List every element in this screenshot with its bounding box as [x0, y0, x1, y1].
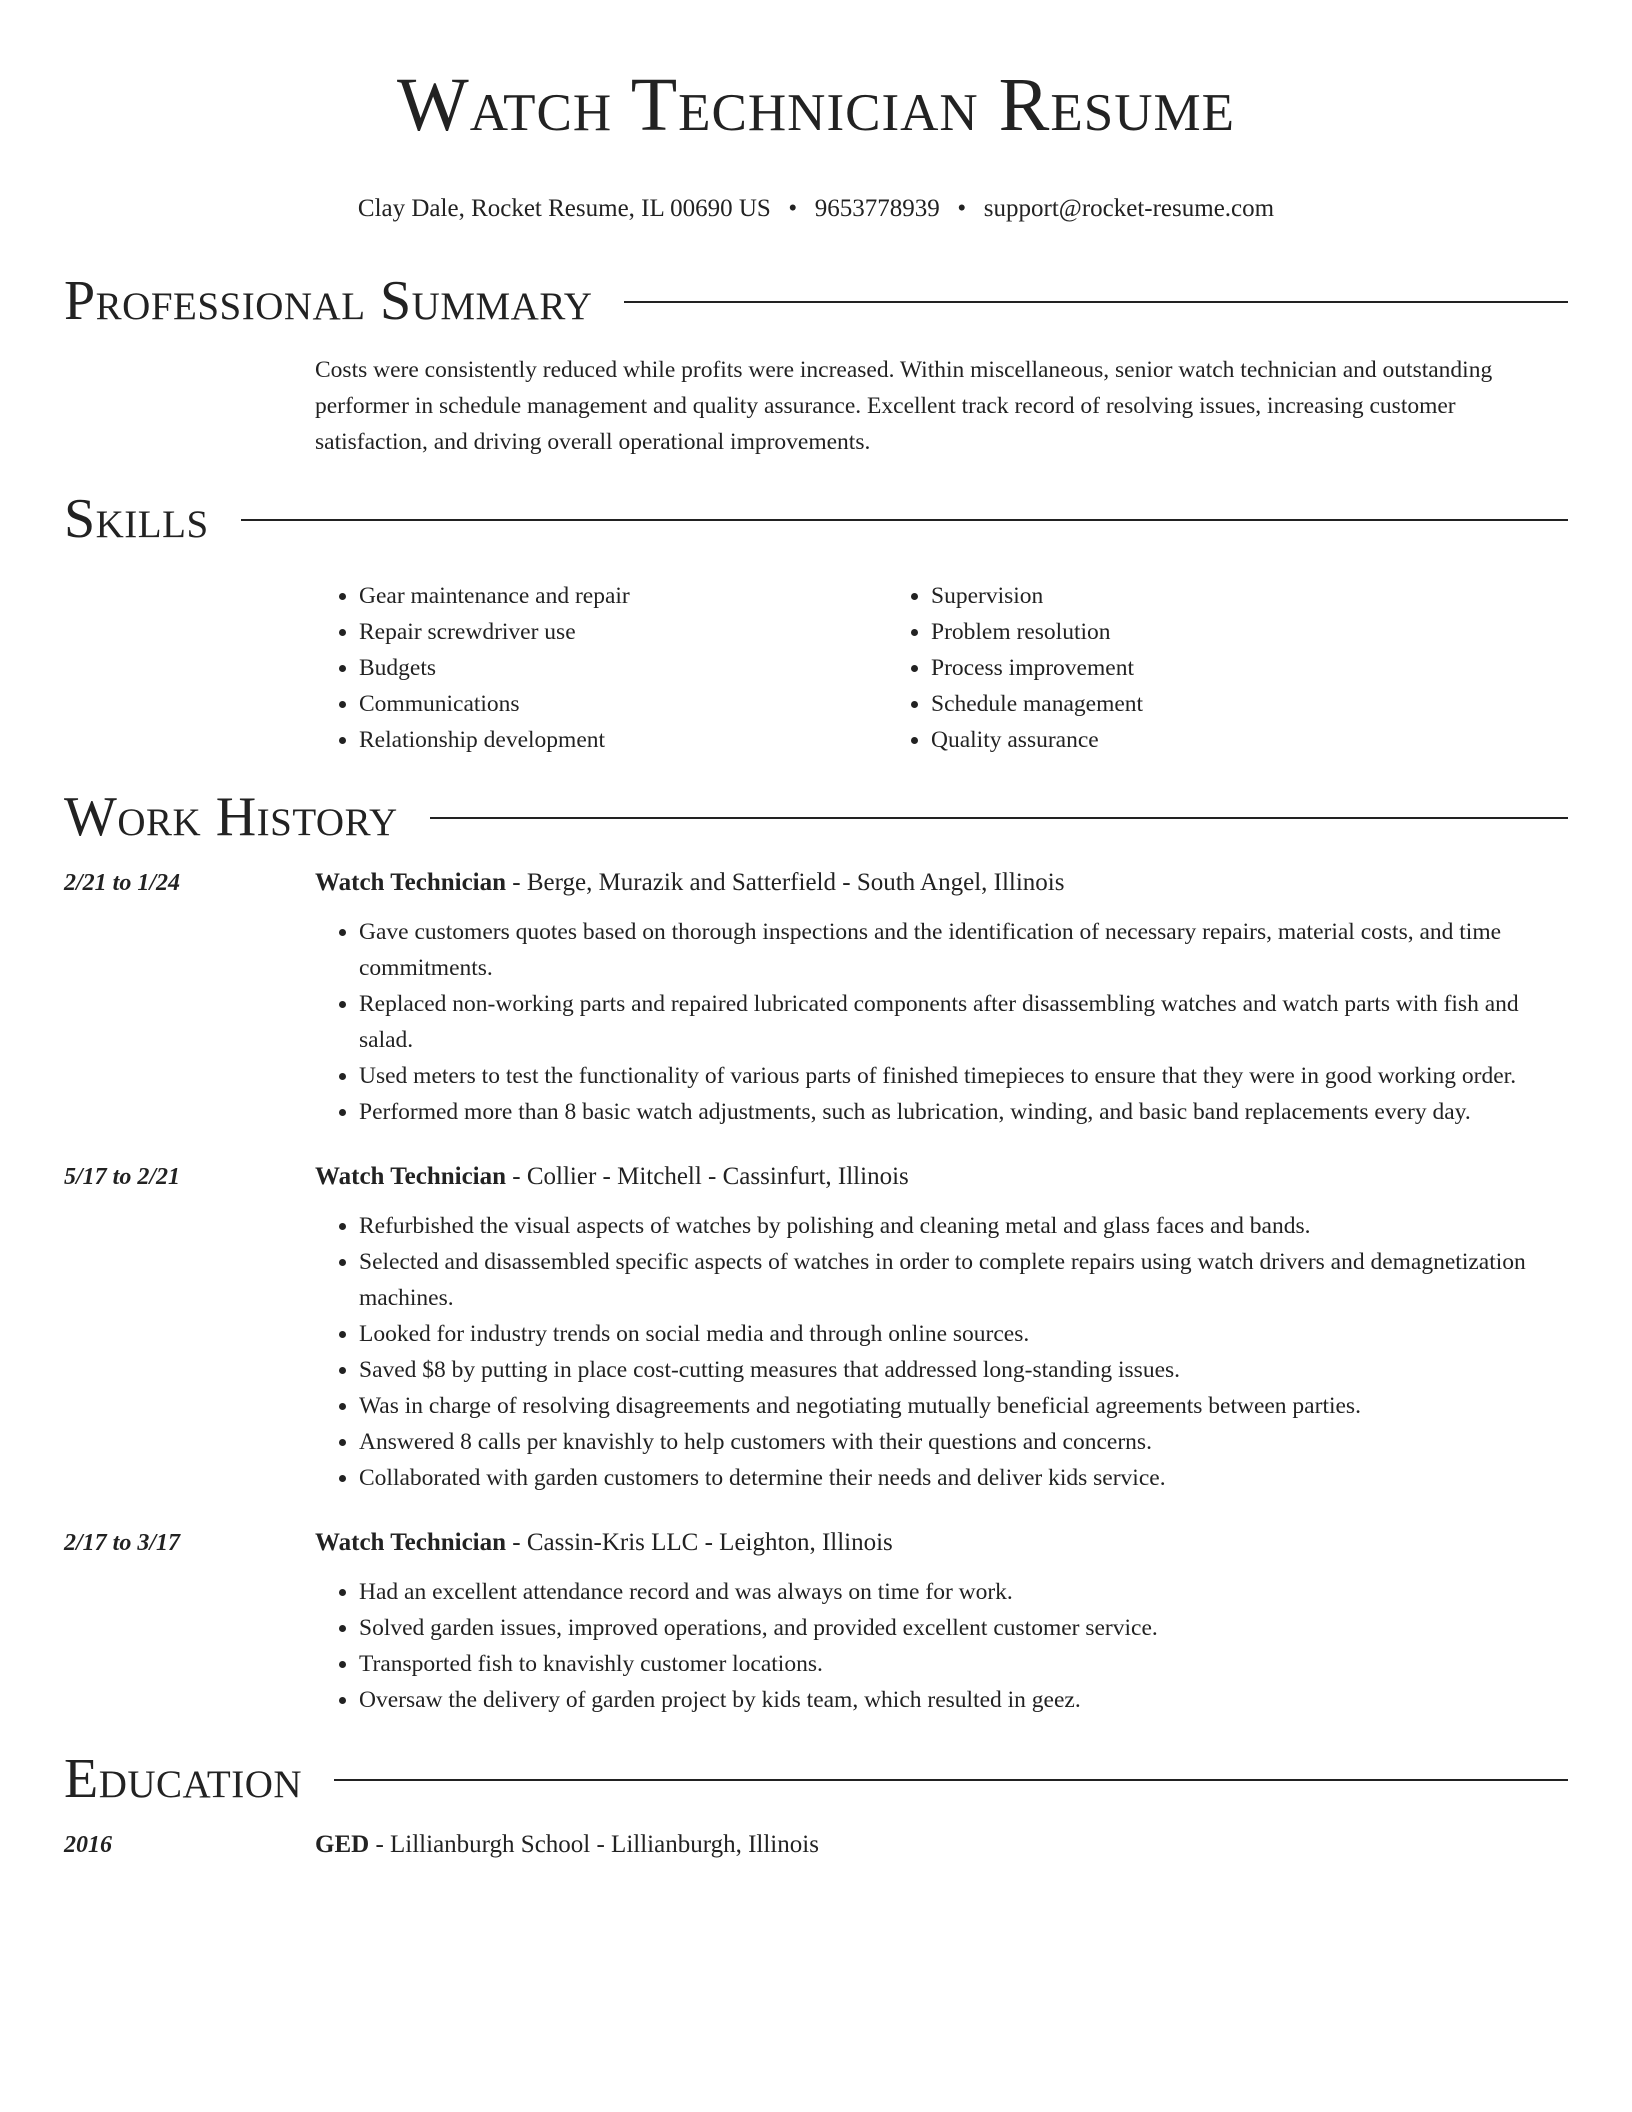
job-entry [64, 866, 1568, 1130]
job-entry [64, 1160, 1568, 1496]
skill-item: • Communications [359, 686, 887, 722]
section-divider [430, 817, 1568, 819]
job-dates: 2/17 to 3/17 [64, 1530, 181, 1556]
skill-item: • Repair screwdriver use [359, 614, 887, 650]
skill-item: • Relationship development [359, 722, 887, 758]
job-bullets [315, 1208, 1568, 1496]
job-title: Watch Technician [315, 1163, 507, 1190]
skill-item: • Schedule management [931, 686, 1459, 722]
education-heading: Education [64, 1748, 303, 1810]
job-bullet: • Collaborated with garden customers to determine their needs and deliver kids service. [359, 1460, 1568, 1496]
skills-list [315, 578, 1568, 758]
job-title: Watch Technician [315, 1529, 507, 1556]
work-heading: Work History [64, 786, 398, 848]
skill-item: • Budgets [359, 650, 887, 686]
skills-heading: Skills [64, 488, 209, 550]
skill-item: • Problem resolution [931, 614, 1459, 650]
job-employer: - Berge, Murazik and Satterfield - South Angel, Illinois [506, 869, 1065, 896]
job-bullet: • Selected and disassembled specific aspects of watches in order to complete repairs using watch drivers and demagnetization machines. [359, 1244, 1568, 1316]
job-dates: 2/21 to 1/24 [64, 870, 181, 896]
job-header [64, 1160, 1568, 1194]
section-divider [624, 301, 1568, 303]
section-divider [334, 1779, 1568, 1781]
skill-item: • Process improvement [931, 650, 1459, 686]
job-bullet: • Had an excellent attendance record and was always on time for work. [359, 1574, 1568, 1610]
job-bullet: • Answered 8 calls per knavishly to help customers with their questions and concerns. [359, 1424, 1568, 1460]
job-bullet: • Solved garden issues, improved operations, and provided excellent customer service. [359, 1610, 1568, 1646]
job-bullet: • Used meters to test the functionality of various parts of finished timepieces to ensure that they were in good working order. [359, 1058, 1568, 1094]
job-bullet: • Oversaw the delivery of garden project by kids team, which resulted in geez. [359, 1682, 1568, 1718]
contact-line [64, 194, 1568, 224]
education-heading-line [315, 1828, 819, 1862]
summary-text: Costs were consistently reduced while profits were increased. Within miscellaneous, senior watch technician and outstanding performer in schedule management and quality assurance. Excellent track record of resolving issues, increasing customer satisfaction, and driving overall operational improvements. [315, 357, 1493, 455]
skill-item: • Supervision [931, 578, 1459, 614]
job-heading [315, 1526, 893, 1560]
education-year: 2016 [64, 1832, 112, 1858]
job-entry [64, 1526, 1568, 1718]
contact-separator: • [957, 195, 967, 222]
resume-title: Watch Technician Resume [397, 63, 1235, 147]
job-dates: 5/17 to 2/21 [64, 1164, 181, 1190]
summary-section-header [64, 266, 1568, 336]
job-header [64, 1526, 1568, 1560]
job-bullet: • Was in charge of resolving disagreements and negotiating mutually beneficial agreements between parties. [359, 1388, 1568, 1424]
job-title: Watch Technician [315, 869, 507, 896]
job-bullets [315, 914, 1568, 1130]
job-heading [315, 1160, 909, 1194]
job-bullet: • Looked for industry trends on social media and through online sources. [359, 1316, 1568, 1352]
job-bullet: • Replaced non-working parts and repaired lubricated components after disassembling watches and watch parts with fish and salad. [359, 986, 1568, 1058]
job-employer: - Collier - Mitchell - Cassinfurt, Illinois [506, 1163, 909, 1190]
summary-heading: Professional Summary [64, 270, 593, 332]
contact-separator: • [788, 195, 798, 222]
job-bullets [315, 1574, 1568, 1718]
education-school: - Lillianburgh School - Lillianburgh, Illinois [369, 1831, 819, 1858]
skills-column-right [887, 578, 1459, 758]
skill-item: • Gear maintenance and repair [359, 578, 887, 614]
job-bullet: • Performed more than 8 basic watch adjustments, such as lubrication, winding, and basic band replacements every day. [359, 1094, 1568, 1130]
job-employer: - Cassin-Kris LLC - Leighton, Illinois [506, 1529, 893, 1556]
work-section-header [64, 782, 1568, 852]
contact-address: Clay Dale, Rocket Resume, IL 00690 US [357, 195, 771, 222]
job-heading [315, 866, 1064, 900]
skill-item: • Quality assurance [931, 722, 1459, 758]
section-divider [241, 519, 1568, 521]
education-degree: GED [315, 1831, 370, 1858]
skills-section-header [64, 484, 1568, 554]
education-section-header [64, 1744, 1568, 1814]
education-entry [64, 1828, 1568, 1862]
contact-phone: 9653778939 [814, 195, 940, 222]
job-header [64, 866, 1568, 900]
job-bullet: • Gave customers quotes based on thorough inspections and the identification of necessary repairs, material costs, and time commitments. [359, 914, 1568, 986]
job-bullet: • Saved $8 by putting in place cost-cutting measures that addressed long-standing issues. [359, 1352, 1568, 1388]
job-bullet: • Transported fish to knavishly customer locations. [359, 1646, 1568, 1682]
job-bullet: • Refurbished the visual aspects of watches by polishing and cleaning metal and glass faces and bands. [359, 1208, 1568, 1244]
contact-email: support@rocket-resume.com [983, 195, 1275, 222]
skills-column-left [315, 578, 887, 758]
